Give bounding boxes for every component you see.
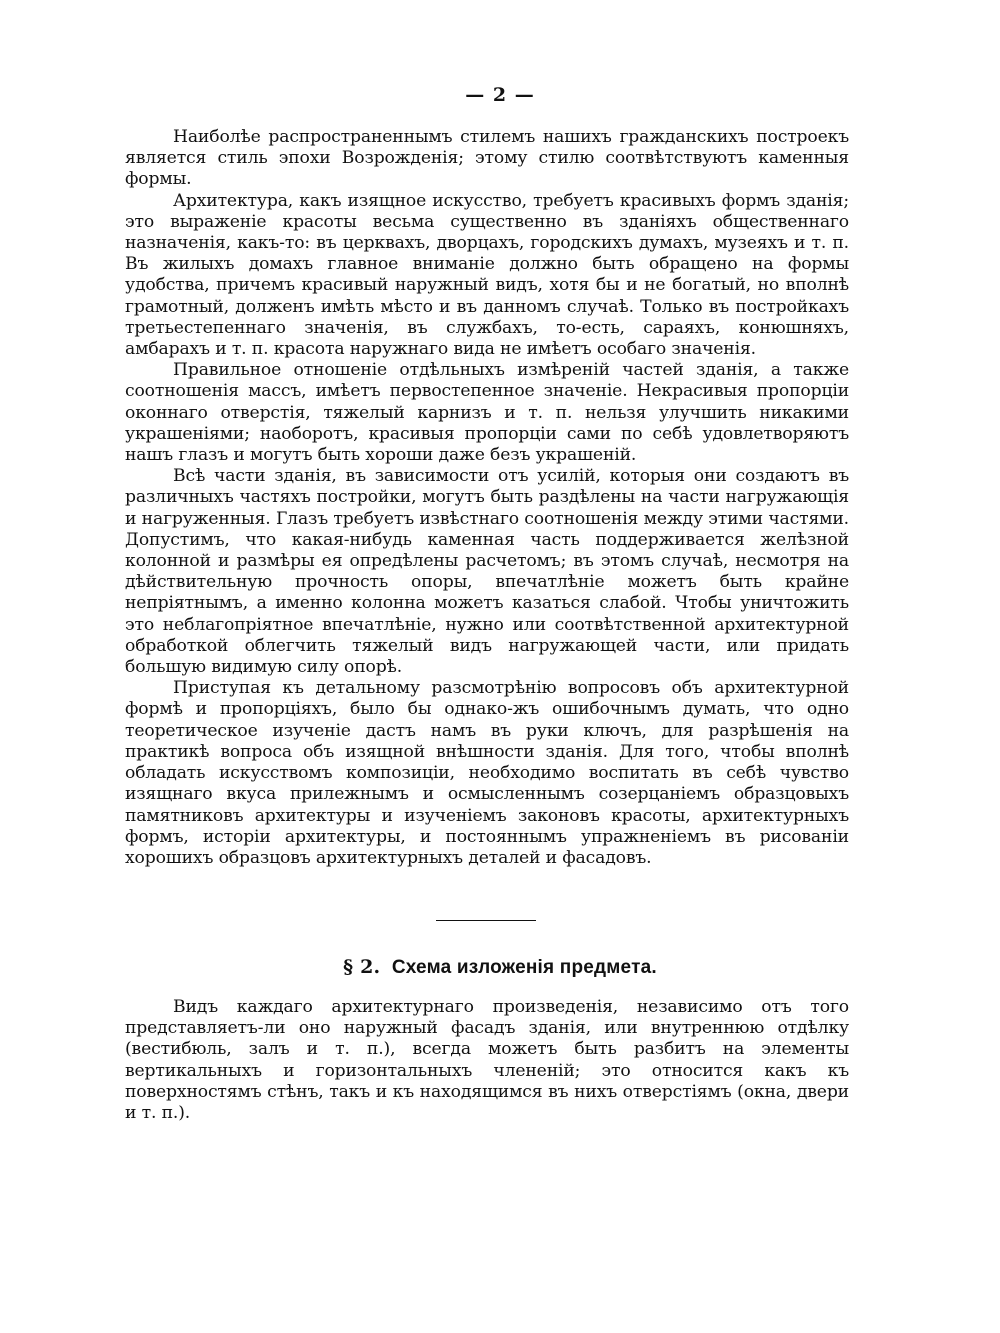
paragraph-loads: Всѣ части зданія, въ зависимости отъ усилій, которыя они создаютъ въ различныхъ частяхъ постройки, могутъ быть раздѣлены на части нагружающія и нагруженныя. Глазъ требуетъ извѣстнаго соотношенія между этими частями. Допустимъ, что какая-нибудь каменная часть поддерживается желѣзной колонной и размѣры ея опредѣлены расчетомъ; въ этомъ случаѣ, несмотря на дѣйствительную прочность опоры, впечатлѣніе можетъ быть крайне непріятнымъ, а именно колонна можетъ казаться слабой. Чтобы уничтожить это неблагопріятное впечатлѣніе, нужно или соотвѣтственной архитектурной обработкой облегчить тяжелый видъ нагружающей части, или придать большую видимую силу опорѣ.	[125, 466, 849, 678]
section-body	[125, 997, 849, 1124]
section-divider	[436, 920, 536, 921]
paragraph-styles: Наиболѣе распространеннымъ стилемъ нашихъ гражданскихъ построекъ является стиль эпохи Возрожденія; этому стилю соотвѣтствуютъ каменныя формы.	[125, 127, 849, 190]
paragraph-scheme: Видъ каждаго архитектурнаго произведенія, независимо отъ того представляетъ-ли оно наружный фасадъ зданія, или внутреннюю отдѣлку (вестибюль, залъ и т. п.), всегда можетъ быть разбитъ на элементы вертикальныхъ и горизонтальныхъ членeній; это относится какъ къ поверхностямъ стѣнъ, такъ и къ находящимся въ нихъ отверстіямъ (окна, двери и т. п.).	[125, 997, 849, 1124]
section-title: Схема изложенія предмета.	[391, 957, 657, 978]
paragraph-proportions: Правильное отношеніе отдѣльныхъ измѣреній частей зданія, а также соотношенія массъ, имѣетъ первостепенное значеніе. Некрасивыя пропорціи оконнаго отверстія, тяжелый карнизъ и т. п. нельзя улучшить никакими украшеніями; наоборотъ, красивыя пропорціи сами по себѣ удовлетворяютъ нашъ глазъ и могутъ быть хороши даже безъ украшеній.	[125, 360, 849, 466]
paragraph-architecture-art: Архитектура, какъ изящное искусство, требуетъ красивыхъ формъ зданія; это выраженіе красоты весьма существенно въ зданіяхъ общественнаго назначенія, какъ-то: въ церквахъ, дворцахъ, городскихъ думахъ, музеяхъ и т. п. Въ жилыхъ домахъ главное вниманіе должно быть обращено на формы удобства, причемъ красивый наружный видъ, хотя бы и не богатый, но вполнѣ грамотный, долженъ имѣть мѣсто и въ данномъ случаѣ. Только въ постройкахъ третьестепеннаго значенія, въ службахъ, то-есть, сараяхъ, конюшняхъ, амбарахъ и т. п. красота наружнаго вида не имѣетъ особаго значенія.	[125, 190, 849, 360]
section-heading	[0, 956, 1000, 979]
body-text	[125, 127, 849, 869]
section-number: § 2.	[343, 956, 381, 978]
paragraph-composition: Приступая къ детальному разсмотрѣнію вопросовъ объ архитектурной формѣ и пропорціяхъ, было бы однако-жъ ошибочнымъ думать, что одно теоретическое изученіе дастъ намъ въ руки ключъ, для разрѣшенія на практикѣ вопроса объ изящной внѣшности зданія. Для того, чтобы вполнѣ обладать искусствомъ композиціи, необходимо воспитать въ себѣ чувство изящнаго вкуса прилежнымъ и осмысленнымъ созерцаніемъ образцовыхъ памятниковъ архитектуры и изученіемъ законовъ красоты, архитектурныхъ формъ, исторіи архитектуры, и постояннымъ упражненіемъ въ рисованіи хорошихъ образцовъ архитектурныхъ деталей и фасадовъ.	[125, 678, 849, 868]
page-number: — 2 —	[465, 84, 535, 106]
